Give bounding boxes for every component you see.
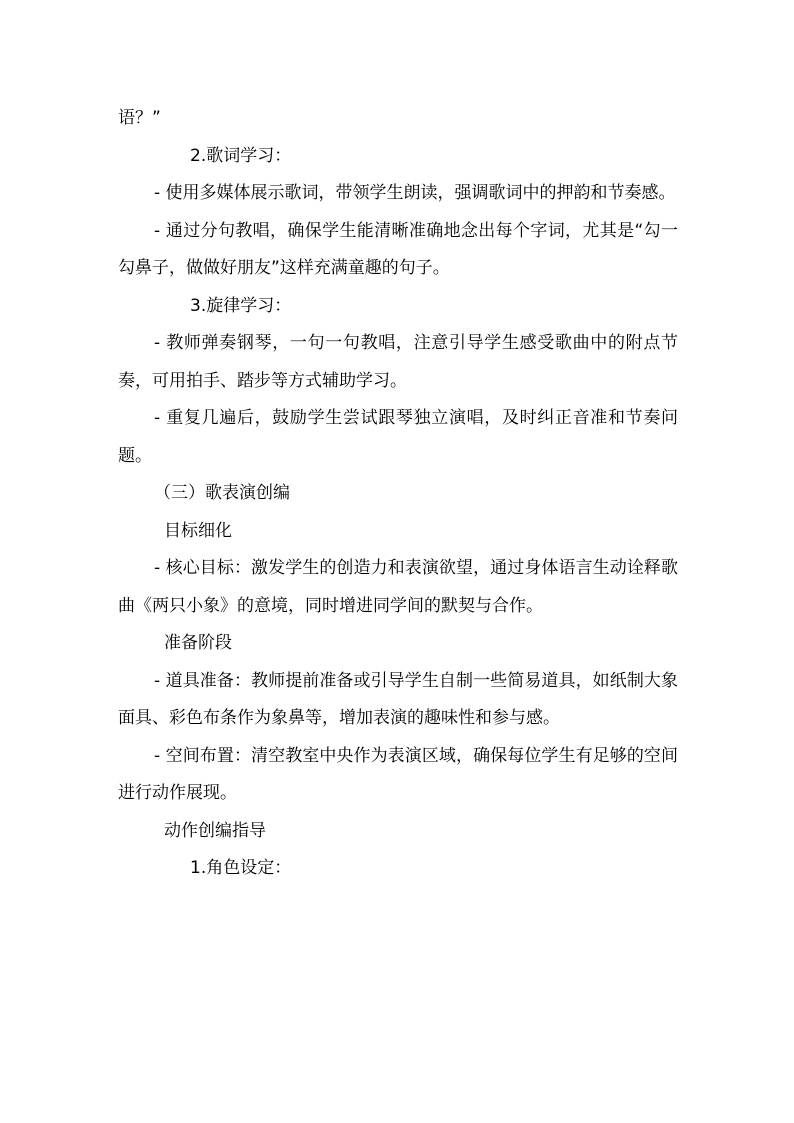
- paragraph-text: - 重复几遍后，鼓励学生尝试跟琴独立演唱，及时纠正音准和节奏问题。: [118, 408, 678, 466]
- section-three-heading: [118, 475, 678, 513]
- lyrics-study-point-sentences: [118, 213, 678, 288]
- subheading-text: 动作创编指导: [164, 820, 266, 841]
- melody-study-point-piano: [118, 325, 678, 400]
- list-number: 2.: [190, 145, 207, 166]
- paragraph-text: - 核心目标：激发学生的创造力和表演欲望，通过身体语言生动诠释歌曲《两只小象》的意境，同时增进同学间的默契与合作。: [118, 558, 678, 616]
- melody-study-point-repeat: [118, 400, 678, 475]
- subheading-text: 目标细化: [164, 520, 232, 541]
- paragraph-text: - 教师弹奏钢琴，一句一句教唱，注意引导学生感受歌曲中的附点节奏，可用拍手、踏步等方式辅助学习。: [118, 333, 678, 391]
- paragraph-text: - 道具准备：教师提前准备或引导学生自制一些简易道具，如纸制大象面具、彩色布条作为象鼻等，增加表演的趣味性和参与感。: [118, 670, 678, 728]
- prep-props-paragraph: [118, 663, 678, 738]
- continuation-text: 语？”: [118, 108, 161, 128]
- subheading-text: 准备阶段: [164, 633, 232, 653]
- lyrics-study-point-multimedia: [118, 175, 678, 213]
- heading-text: 旋律学习：: [206, 295, 292, 316]
- list-number: 1.: [190, 858, 207, 878]
- goal-core-paragraph: [118, 550, 678, 625]
- melody-study-heading: [118, 288, 678, 326]
- prep-space-paragraph: [118, 738, 678, 813]
- list-number: 3.: [190, 295, 207, 316]
- paragraph-text: - 使用多媒体展示歌词，带领学生朗读，强调歌词中的押韵和节奏感。: [154, 183, 676, 203]
- section-title: （三）歌表演创编: [154, 483, 290, 503]
- lyrics-study-heading: [118, 138, 678, 176]
- goal-heading: [118, 513, 678, 551]
- role-setting-heading: [118, 850, 678, 888]
- document-body: [118, 100, 678, 888]
- action-heading: [118, 813, 678, 851]
- continuation-line: [118, 100, 678, 138]
- paragraph-text: - 空间布置：清空教室中央作为表演区域，确保每位学生有足够的空间进行动作展现。: [118, 745, 678, 803]
- heading-text: 角色设定：: [206, 858, 292, 878]
- prep-heading: [118, 625, 678, 663]
- heading-text: 歌词学习：: [206, 145, 292, 166]
- paragraph-text: - 通过分句教唱，确保学生能清晰准确地念出每个字词，尤其是“勾一勾鼻子，做做好朋友”这样充满童趣的句子。: [118, 220, 678, 278]
